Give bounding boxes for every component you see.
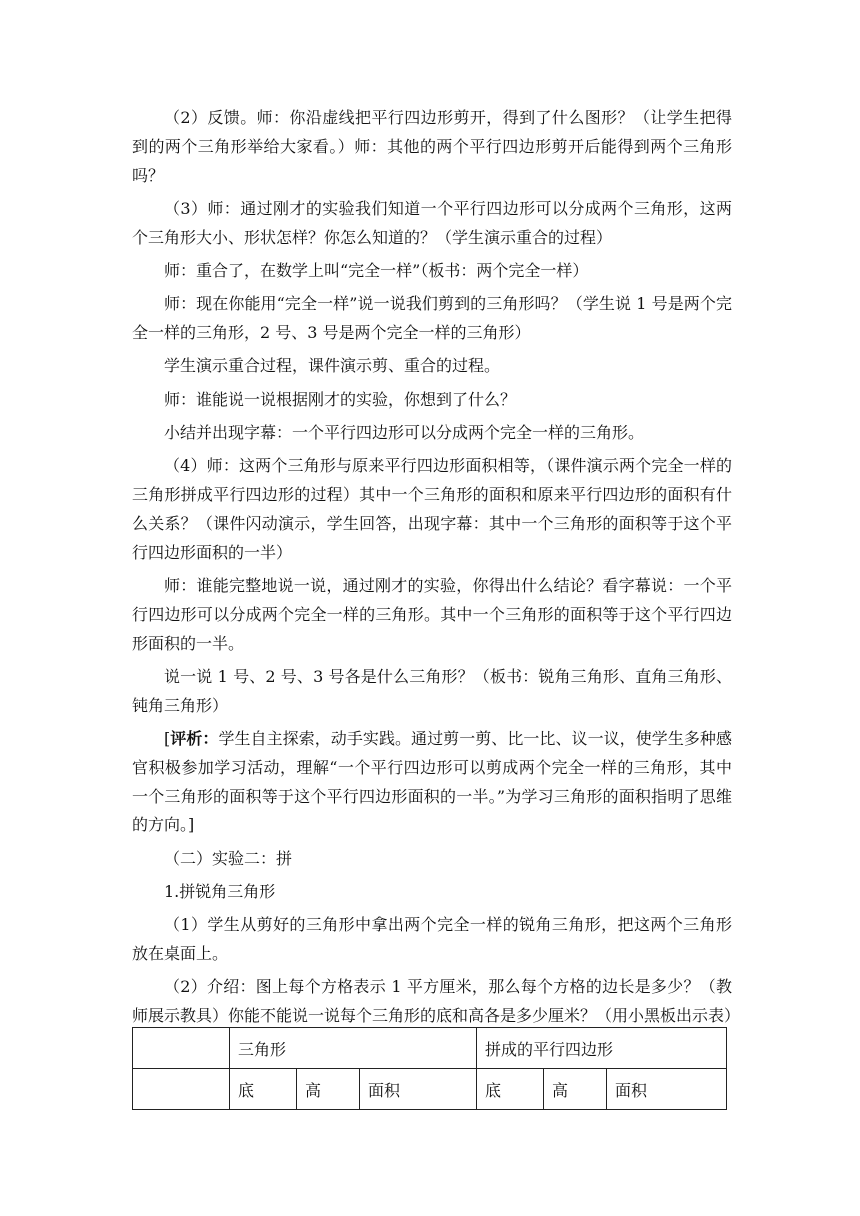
- paragraph-describe-triangles: 师：现在你能用“完全一样”说一说我们剪到的三角形吗？（学生说 1 号是两个完全一样的三角形，2 号、3 号是两个完全一样的三角形）: [132, 294, 732, 343]
- table-cell-parallelogram-height: 高: [544, 1069, 607, 1110]
- paragraph-overlap-question: （3）师：通过刚才的实验我们知道一个平行四边形可以分成两个三角形，这两个三角形大小、形状怎样？你怎么知道的？（学生演示重合的过程）: [132, 198, 732, 247]
- paragraph-area-relation: （4）师：这两个三角形与原来平行四边形面积相等，（课件演示两个完全一样的三角形拼成平行四边形的过程）其中一个三角形的面积和原来平行四边形的面积有什么关系？（课件闪动演示，学生回答，出现字幕：其中一个三角形的面积等于这个平行四边形面积的一半）: [132, 456, 732, 562]
- commentary-open-bracket: [: [164, 728, 171, 748]
- measurement-table: [132, 1027, 727, 1110]
- document-body: [132, 104, 741, 1031]
- paragraph-triangle-types: 说一说 1 号、2 号、3 号各是什么三角形？（板书：锐角三角形、直角三角形、钝角三角形）: [132, 666, 732, 715]
- table-row: [133, 1069, 727, 1110]
- table-cell-parallelogram-base: 底: [477, 1069, 544, 1110]
- paragraph-take-triangles: （1）学生从剪好的三角形中拿出两个完全一样的锐角三角形，把这两个三角形放在桌面上。: [132, 915, 732, 964]
- subheading-acute-triangle: 1.拼锐角三角形: [164, 881, 276, 901]
- table-cell-triangle-area: 面积: [360, 1069, 477, 1110]
- section-heading-experiment-two: （二）实验二：拼: [164, 848, 293, 868]
- paragraph-feedback: （2）反馈。师：你沿虚线把平行四边形剪开，得到了什么图形？（让学生把得到的两个三角形举给大家看。）师：其他的两个平行四边形剪开后能得到两个三角形吗？: [132, 108, 732, 185]
- paragraph-identical: 师：重合了，在数学上叫“完全一样”（板书：两个完全一样）: [164, 260, 589, 280]
- table-corner-cell: [133, 1028, 230, 1069]
- paragraph-commentary: [132, 725, 732, 840]
- table-row-label-cell: [133, 1069, 230, 1110]
- commentary-label: 评析：: [170, 728, 219, 748]
- table-cell-triangle-height: 高: [297, 1069, 360, 1110]
- paragraph-what-learned: 师：谁能说一说根据刚才的实验，你想到了什么？: [164, 389, 517, 409]
- commentary-text: 学生自主探索，动手实践。通过剪一剪、比一比、议一议，使学生多种感官积极参加学习活动，理解“一个平行四边形可以剪成两个完全一样的三角形，其中一个三角形的面积等于这个平行四边形面积的一半。”为学习三角形的面积指明了思维的方向。]: [132, 728, 732, 835]
- paragraph-demonstration: 学生演示重合过程，课件演示剪、重合的过程。: [164, 356, 501, 376]
- paragraph-introduction: （2）介绍：图上每个方格表示 1 平方厘米，那么每个方格的边长是多少？（教师展示教具）你能不能说一说每个三角形的底和高各是多少厘米？（用小黑板出示表）: [132, 977, 741, 1026]
- paragraph-conclusion: 师：谁能完整地说一说，通过刚才的实验，你得出什么结论？看字幕说：一个平行四边形可以分成两个完全一样的三角形。其中一个三角形的面积等于这个平行四边形面积的一半。: [132, 575, 732, 653]
- paragraph-summary: 小结并出现字幕：一个平行四边形可以分成两个完全一样的三角形。: [164, 422, 645, 442]
- table-header-row: [133, 1028, 727, 1069]
- table-cell-parallelogram-area: 面积: [607, 1069, 727, 1110]
- table-group-parallelogram: 拼成的平行四边形: [477, 1028, 727, 1069]
- table-group-triangle: 三角形: [230, 1028, 477, 1069]
- table-cell-triangle-base: 底: [230, 1069, 297, 1110]
